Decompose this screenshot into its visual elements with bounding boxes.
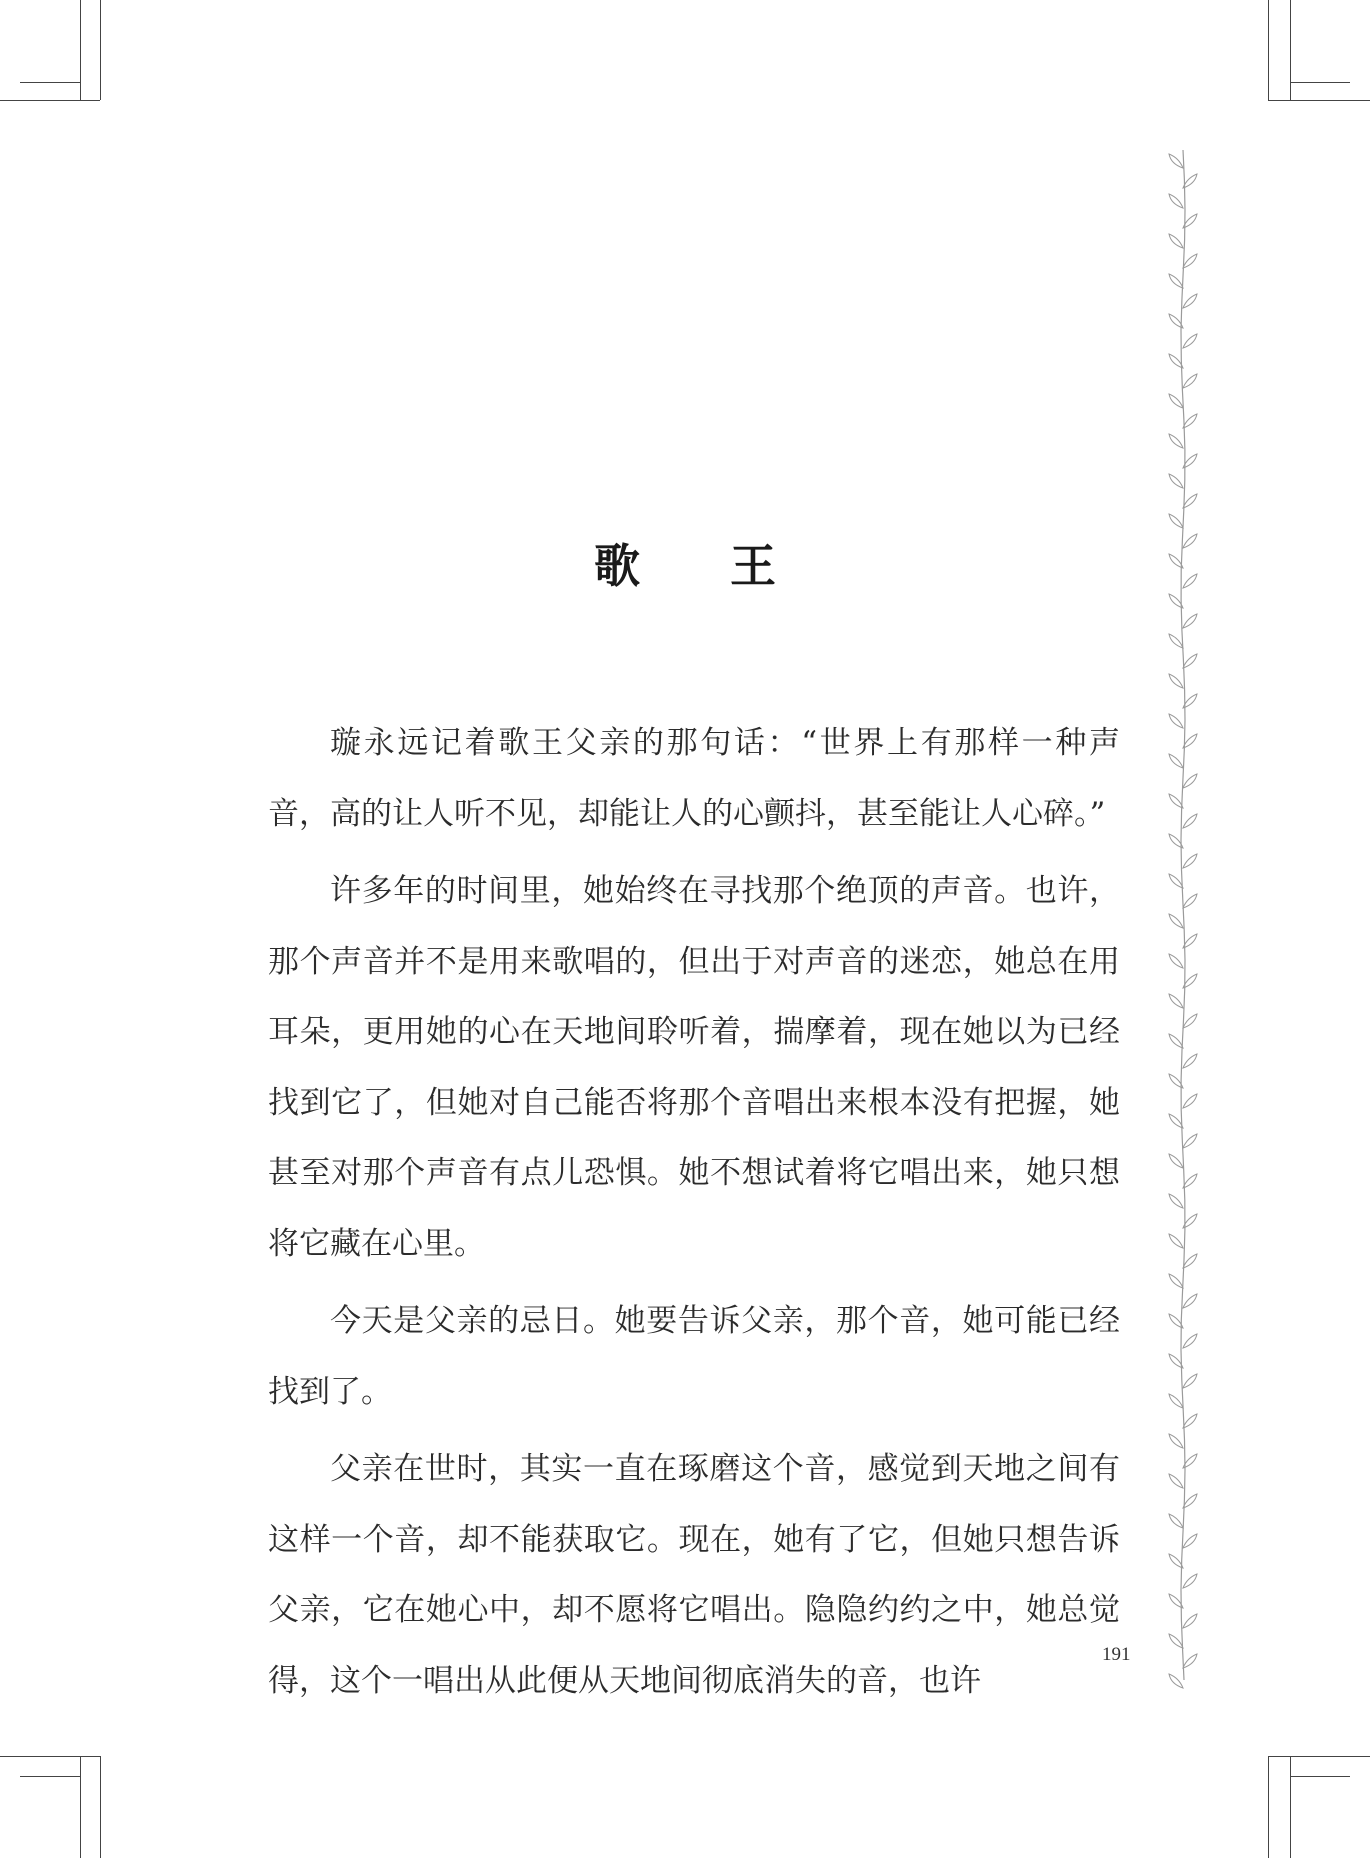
vine-leaf xyxy=(1169,914,1183,928)
vine-leaf xyxy=(1169,274,1183,288)
crop-mark-top-left-h2 xyxy=(0,100,100,101)
crop-mark-bottom-right-v2 xyxy=(1290,1756,1291,1858)
vine-leaf xyxy=(1169,394,1183,408)
vine-leaf xyxy=(1183,254,1197,268)
vine-leaf xyxy=(1169,154,1183,168)
vine-leaf xyxy=(1169,514,1183,528)
crop-mark-bottom-left-h xyxy=(0,1756,100,1757)
vine-leaf xyxy=(1183,654,1197,668)
crop-mark-top-left-v xyxy=(80,0,81,100)
vine-leaf xyxy=(1169,434,1183,448)
vine-leaf xyxy=(1169,954,1183,968)
chapter-body xyxy=(268,708,1120,1723)
crop-mark-bottom-left-v xyxy=(80,1756,81,1858)
vine-leaf xyxy=(1169,634,1183,648)
crop-mark-top-right-v xyxy=(1290,0,1291,100)
vine-leaf xyxy=(1183,1334,1197,1348)
vine-leaf xyxy=(1169,474,1183,488)
vine-leaf xyxy=(1183,1254,1197,1268)
vine-leaf xyxy=(1169,1394,1183,1408)
vine-leaf xyxy=(1183,1414,1197,1428)
vine-leaf xyxy=(1183,1054,1197,1068)
vine-leaf xyxy=(1183,334,1197,348)
crop-mark-top-right-v2 xyxy=(1268,0,1269,100)
crop-mark-top-left-h xyxy=(20,82,80,83)
vine-leaf xyxy=(1169,994,1183,1008)
vine-leaf xyxy=(1169,714,1183,728)
chapter-title-right-char: 王 xyxy=(730,539,776,593)
vine-leaf xyxy=(1169,1034,1183,1048)
vine-leaf xyxy=(1183,614,1197,628)
crop-mark-bottom-left-v2 xyxy=(100,1756,101,1858)
paragraph: 璇永远记着歌王父亲的那句话：“世界上有那样一种声音，高的让人听不见，却能让人的心颤抖，甚至能让人心碎。” xyxy=(268,725,1120,832)
vine-leaf xyxy=(1183,1014,1197,1028)
vine-leaf xyxy=(1183,414,1197,428)
vine-leaf xyxy=(1169,1154,1183,1168)
vine-leaf xyxy=(1183,1094,1197,1108)
vine-leaf xyxy=(1183,1574,1197,1588)
vine-leaf xyxy=(1183,1294,1197,1308)
vine-leaf xyxy=(1169,754,1183,768)
vine-leaf xyxy=(1169,1474,1183,1488)
vine-leaf xyxy=(1169,794,1183,808)
vine-leaf xyxy=(1183,1374,1197,1388)
vine-leaf xyxy=(1183,1614,1197,1628)
vine-leaf xyxy=(1169,1234,1183,1248)
vine-leaf xyxy=(1169,674,1183,688)
vine-leaf xyxy=(1169,194,1183,208)
vine-leaf xyxy=(1169,1554,1183,1568)
vine-leaf xyxy=(1169,234,1183,248)
crop-mark-bottom-right-h2 xyxy=(1290,1776,1350,1777)
crop-mark-bottom-right-v xyxy=(1268,1756,1269,1858)
vine-leaf xyxy=(1169,1274,1183,1288)
crop-mark-top-right-h xyxy=(1290,82,1350,83)
vine-leaf xyxy=(1183,1174,1197,1188)
chapter-title xyxy=(0,530,1370,596)
crop-mark-bottom-left-h2 xyxy=(20,1776,80,1777)
crop-mark-top-left-v2 xyxy=(100,0,101,100)
vine-leaf xyxy=(1169,874,1183,888)
paragraph: 父亲在世时，其实一直在琢磨这个音，感觉到天地之间有这样一个音，却不能获取它。现在，她有了它，但她只想告诉父亲，它在她心中，却不愿将它唱出。隐隐约约之中，她总觉得，这个一唱出从此便从天地间彻底消失的音，也许 xyxy=(268,1451,1120,1699)
vine-leaf xyxy=(1183,374,1197,388)
vine-leaf xyxy=(1183,814,1197,828)
chapter-title-left-char: 歌 xyxy=(594,539,640,593)
vine-leaf xyxy=(1183,774,1197,788)
crop-mark-top-right-h2 xyxy=(1268,100,1370,101)
vine-leaf xyxy=(1169,1514,1183,1528)
vine-stem xyxy=(1181,150,1185,1680)
vine-ornament xyxy=(1163,150,1203,1700)
vine-leaf xyxy=(1183,854,1197,868)
vine-leaf xyxy=(1169,1194,1183,1208)
vine-leaf xyxy=(1183,1654,1197,1668)
crop-mark-bottom-right-h xyxy=(1268,1756,1370,1757)
paragraph: 许多年的时间里，她始终在寻找那个绝顶的声音。也许，那个声音并不是用来歌唱的，但出于对声音的迷恋，她总在用耳朵，更用她的心在天地间聆听着，揣摩着，现在她以为已经找到它了，但她对自己能否将那个音唱出来根本没有把握，她甚至对那个声音有点儿恐惧。她不想试着将它唱出来，她只想将它藏在心里。 xyxy=(268,873,1120,1262)
vine-leaf xyxy=(1183,894,1197,908)
vine-leaf xyxy=(1183,1534,1197,1548)
vine-leaf xyxy=(1169,1634,1183,1648)
vine-leaf xyxy=(1183,294,1197,308)
vine-leaf xyxy=(1169,1434,1183,1448)
vine-leaf xyxy=(1169,1674,1183,1688)
vine-leaf xyxy=(1183,1134,1197,1148)
paragraph: 今天是父亲的忌日。她要告诉父亲，那个音，她可能已经找到了。 xyxy=(268,1303,1120,1410)
vine-leaf xyxy=(1183,494,1197,508)
vine-leaf xyxy=(1183,1494,1197,1508)
page-number: 191 xyxy=(1102,1644,1131,1665)
